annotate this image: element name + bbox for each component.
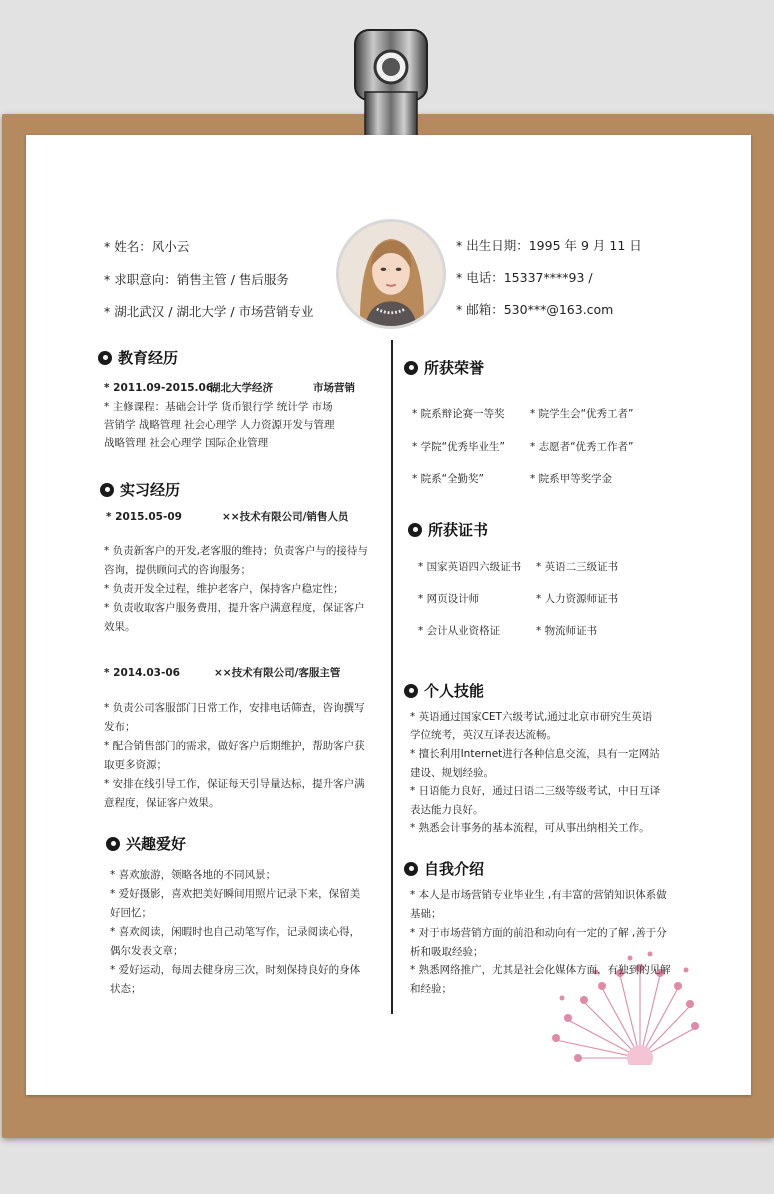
honor-item: * 院学生会“优秀工者”: [530, 408, 634, 420]
education-major: 市场营销: [313, 382, 355, 394]
section-bullet-icon: [404, 862, 418, 876]
certificate-item: * 人力资源师证书: [536, 593, 619, 605]
job1-line: 效果。: [104, 621, 136, 633]
intro-line: 和经验；: [410, 983, 452, 995]
phone-field: * 电话：15337****93 /: [456, 270, 593, 285]
job2-line: 意程度，保证客户效果。: [104, 797, 220, 809]
intro-heading: 自我介绍: [404, 858, 484, 879]
education-line: * 主修课程：基础会计学 货币银行学 统计学 市场: [104, 401, 333, 413]
skill-line: * 英语通过国家CET六级考试,通过北京市研究生英语: [410, 711, 653, 723]
intro-line: * 本人是市场营销专业毕业生 ,有丰富的营销知识体系做: [410, 889, 667, 901]
dandelion-flower-decoration: [540, 940, 700, 1065]
certificate-item: * 英语二三级证书: [536, 561, 619, 573]
honor-item: * 院系甲等奖学金: [530, 473, 613, 485]
column-divider: [391, 340, 393, 1014]
profile-photo: [336, 219, 446, 329]
job1-line: * 负责新客户的开发,老客服的维持；负责客户与的接待与: [104, 545, 368, 557]
section-bullet-icon: [106, 837, 120, 851]
job2-line: * 负责公司客服部门日常工作，安排电话筛查，咨询撰写: [104, 702, 365, 714]
education-period: * 2011.09-2015.06: [104, 382, 214, 394]
job2-line: * 安排在线引导工作，保证每天引导量达标，提升客户满: [104, 778, 365, 790]
honor-item: * 院系辩论赛一等奖: [412, 408, 505, 420]
hobby-line: * 爱好摄影，喜欢把美好瞬间用照片记录下来，保留美: [110, 888, 361, 900]
job1-line: * 负责收取客户服务费用，提升客户满意程度，保证客户: [104, 602, 365, 614]
hobbies-heading: 兴趣爱好: [106, 833, 186, 854]
job2-company: ××技术有限公司/客服主管: [214, 667, 341, 679]
honor-item: * 学院“优秀毕业生”: [412, 441, 505, 453]
certificate-item: * 国家英语四六级证书: [418, 561, 522, 573]
skills-heading: 个人技能: [404, 680, 484, 701]
birth-field: * 出生日期：1995 年 9 月 11 日: [456, 238, 642, 253]
education-school: 湖北大学经济: [210, 382, 273, 394]
job1-line: * 负责开发全过程，维护老客户，保持客户稳定性；: [104, 583, 344, 595]
intro-line: * 熟悉网络推广，尤其是社会化媒体方面，有独到的见解: [410, 964, 671, 976]
skill-line: * 熟悉会计事务的基本流程，可从事出纳相关工作。: [410, 822, 650, 834]
job1-period: * 2015.05-09: [106, 511, 182, 523]
job2-line: 取更多资源；: [104, 759, 167, 771]
hobby-line: 好回忆；: [110, 907, 152, 919]
email-field: * 邮箱：530***@163.com: [456, 302, 614, 317]
section-bullet-icon: [98, 351, 112, 365]
skill-line: 建设、规划经验。: [410, 767, 494, 779]
section-bullet-icon: [404, 684, 418, 698]
skill-line: * 擅长利用Internet进行各种信息交流，具有一定网站: [410, 748, 660, 760]
job1-company: ××技术有限公司/销售人员: [222, 511, 349, 523]
hobby-line: * 喜欢旅游，领略各地的不同风景；: [110, 869, 277, 881]
job2-period: * 2014.03-06: [104, 667, 180, 679]
school-field: * 湖北武汉 / 湖北大学 / 市场营销专业: [104, 304, 314, 319]
intro-line: * 对于市场营销方面的前沿和动向有一定的了解 ,善于分: [410, 927, 667, 939]
section-bullet-icon: [408, 523, 422, 537]
certificate-item: * 会计从业资格证: [418, 625, 501, 637]
hobby-line: 状态；: [110, 983, 142, 995]
education-heading: 教育经历: [98, 347, 178, 368]
internship-heading: 实习经历: [100, 479, 180, 500]
job1-line: 咨询，提供顾问式的咨询服务；: [104, 564, 251, 576]
hobby-line: * 爱好运动，每周去健身房三次，时刻保持良好的身体: [110, 964, 361, 976]
job2-line: 发布；: [104, 721, 136, 733]
education-line: 营销学 战略管理 社会心理学 人力资源开发与管理: [104, 419, 335, 431]
honor-item: * 院系“全勤奖”: [412, 473, 484, 485]
job2-line: * 配合销售部门的需求，做好客户后期维护，帮助客户获: [104, 740, 365, 752]
intention-field: * 求职意向：销售主管 / 售后服务: [104, 272, 289, 287]
certificate-item: * 网页设计师: [418, 593, 480, 605]
skill-line: * 日语能力良好，通过日语二三级等级考试，中日互译: [410, 785, 661, 797]
section-bullet-icon: [404, 361, 418, 375]
honor-item: * 志愿者“优秀工作者”: [530, 441, 634, 453]
intro-line: 析和吸取经验；: [410, 946, 484, 958]
honors-heading: 所获荣誉: [404, 357, 484, 378]
intro-line: 基础；: [410, 908, 442, 920]
name-field: * 姓名：风小云: [104, 239, 190, 254]
education-line: 战略管理 社会心理学 国际企业管理: [104, 437, 269, 449]
hobby-line: 偶尔发表文章；: [110, 945, 184, 957]
section-bullet-icon: [100, 483, 114, 497]
certificates-heading: 所获证书: [408, 519, 488, 540]
hobby-line: * 喜欢阅读，闲暇时也自己动笔写作，记录阅读心得，: [110, 926, 361, 938]
skill-line: 学位统考，英汉互译表达流畅。: [410, 729, 557, 741]
skill-line: 表达能力良好。: [410, 804, 484, 816]
certificate-item: * 物流师证书: [536, 625, 598, 637]
